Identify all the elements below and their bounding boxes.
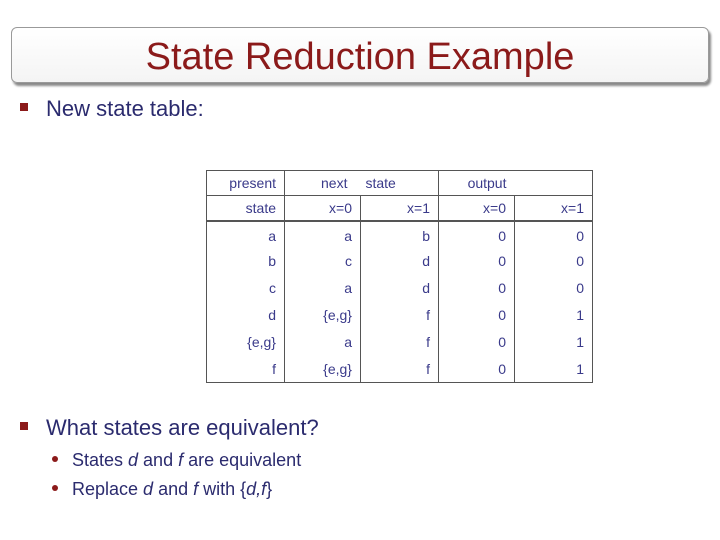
table-cell: a bbox=[285, 275, 361, 302]
table-cell: 0 bbox=[515, 221, 593, 248]
bullet-text: New state table: bbox=[46, 96, 204, 121]
state-d: d bbox=[143, 479, 154, 499]
table-cell: 0 bbox=[439, 248, 515, 275]
table-row bbox=[207, 248, 593, 275]
dot-bullet-icon bbox=[52, 485, 58, 491]
state-d: d bbox=[128, 450, 139, 470]
table-cell: {e,g} bbox=[207, 329, 285, 356]
table-header-row bbox=[207, 171, 593, 196]
table-cell: b bbox=[207, 248, 285, 275]
table-row bbox=[207, 302, 593, 329]
table-cell: f bbox=[361, 356, 439, 383]
table-cell: 0 bbox=[439, 356, 515, 383]
table-cell: 0 bbox=[515, 275, 593, 302]
text-run: with { bbox=[198, 479, 247, 499]
square-bullet-icon bbox=[20, 422, 28, 430]
table-cell: d bbox=[361, 275, 439, 302]
table-cell: 0 bbox=[439, 302, 515, 329]
title-box bbox=[11, 27, 709, 83]
sub-bullet-replace bbox=[52, 478, 272, 500]
text-run: Replace bbox=[72, 479, 144, 499]
table-cell: 0 bbox=[515, 248, 593, 275]
table-cell: a bbox=[285, 329, 361, 356]
slide-title: State Reduction Example bbox=[145, 36, 575, 78]
table-cell: {e,g} bbox=[285, 302, 361, 329]
table-row bbox=[207, 356, 593, 383]
table-cell: b bbox=[361, 221, 439, 248]
header-output-blank bbox=[515, 171, 593, 196]
bullet-new-state-table bbox=[20, 96, 204, 122]
header-cell: state bbox=[207, 196, 285, 221]
table-cell: c bbox=[207, 275, 285, 302]
text-run: and bbox=[138, 450, 179, 470]
header-cell: x=1 bbox=[361, 196, 439, 221]
header-next-state bbox=[285, 171, 439, 196]
text-run: are equivalent bbox=[183, 450, 302, 470]
table-cell: 0 bbox=[439, 329, 515, 356]
text-run: } bbox=[266, 479, 273, 499]
table-cell: d bbox=[207, 302, 285, 329]
table-row bbox=[207, 275, 593, 302]
merged-state: d,f bbox=[246, 479, 267, 499]
table-header-row bbox=[207, 196, 593, 221]
text-run: and bbox=[153, 479, 194, 499]
table-cell: d bbox=[361, 248, 439, 275]
table-cell: 0 bbox=[439, 275, 515, 302]
bullet-equivalent-question bbox=[20, 415, 319, 441]
bullet-text: What states are equivalent? bbox=[46, 415, 319, 440]
state-f: f bbox=[193, 479, 199, 499]
header-cell: x=0 bbox=[439, 196, 515, 221]
state-table bbox=[206, 170, 593, 383]
state-f: f bbox=[178, 450, 184, 470]
square-bullet-icon bbox=[20, 103, 28, 111]
table-row bbox=[207, 221, 593, 248]
table-cell: 1 bbox=[515, 356, 593, 383]
text-run: States bbox=[72, 450, 129, 470]
header-next: next bbox=[321, 175, 348, 191]
table-row bbox=[207, 329, 593, 356]
header-present: present bbox=[207, 171, 285, 196]
dot-bullet-icon bbox=[52, 456, 58, 462]
header-state: state bbox=[365, 175, 396, 191]
table-cell: a bbox=[207, 221, 285, 248]
table-cell: 1 bbox=[515, 302, 593, 329]
header-output: output bbox=[439, 171, 515, 196]
table-cell: a bbox=[285, 221, 361, 248]
table-cell: f bbox=[207, 356, 285, 383]
header-cell: x=0 bbox=[285, 196, 361, 221]
table-cell: f bbox=[361, 329, 439, 356]
table-cell: 1 bbox=[515, 329, 593, 356]
sub-bullet-equivalent bbox=[52, 449, 301, 471]
table-cell: 0 bbox=[439, 221, 515, 248]
table-cell: f bbox=[361, 302, 439, 329]
header-cell: x=1 bbox=[515, 196, 593, 221]
table-cell: {e,g} bbox=[285, 356, 361, 383]
table-cell: c bbox=[285, 248, 361, 275]
